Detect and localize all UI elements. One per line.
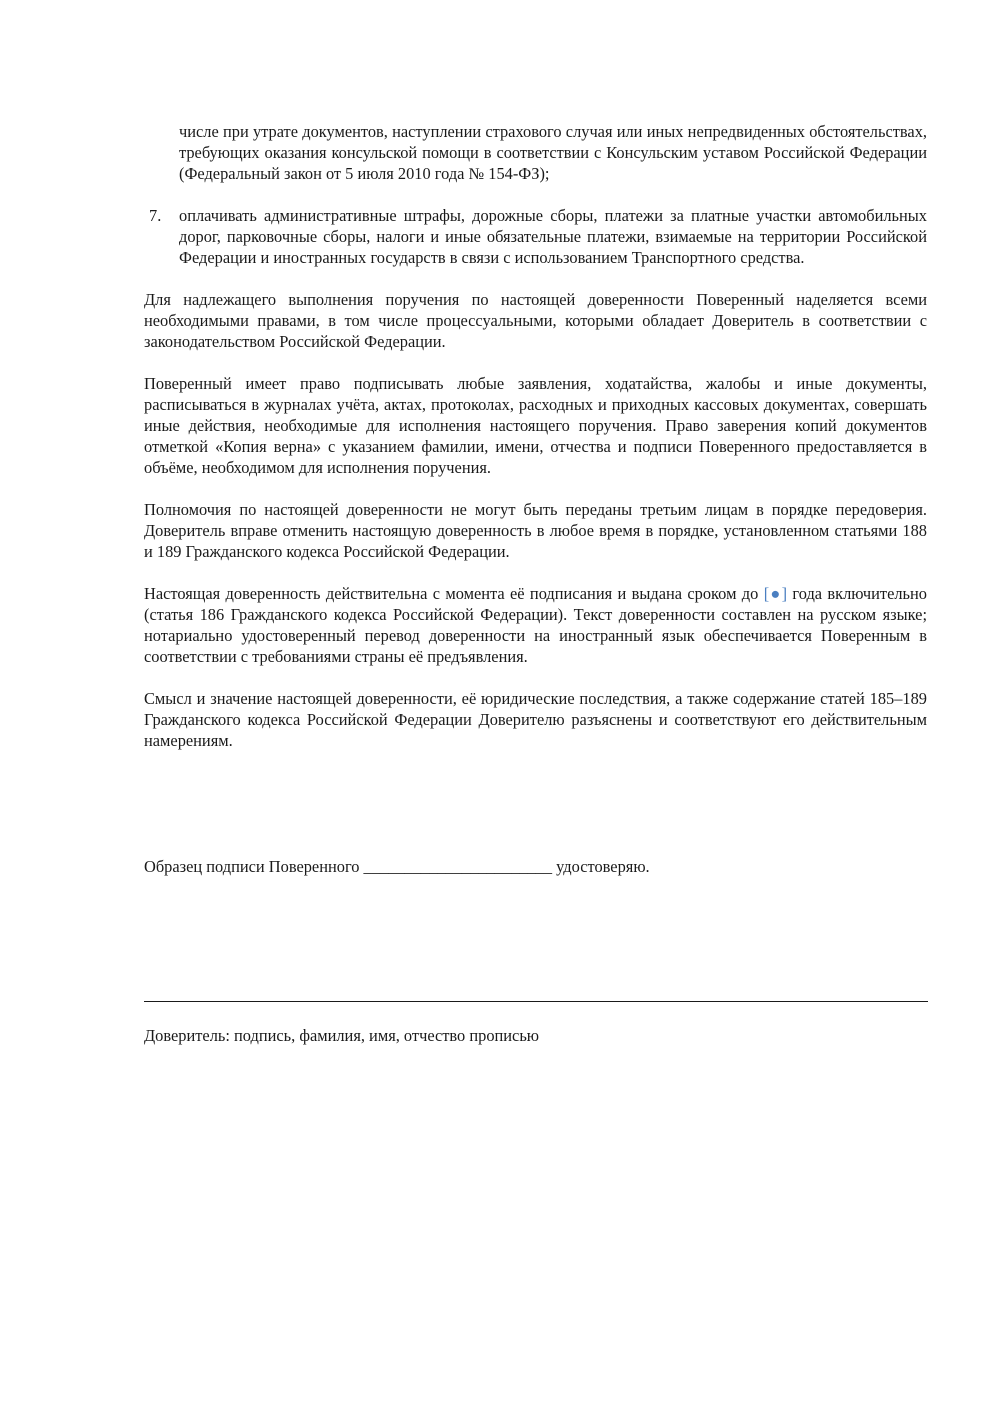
validity-text-start: Настоящая доверенность действительна с момента её подписания и выдана сроком до bbox=[144, 584, 764, 603]
attorney-signature-sample: Образец подписи Поверенного _______________________ удостоверяю. bbox=[144, 857, 650, 876]
paragraph-no-delegation: Полномочия по настоящей доверенности не могут быть переданы третьим лицам в порядке передоверия. Доверитель вправе отменить настоящую доверенность в любое время в порядке, установленном статьями 188 и 189 Гражданского кодекса Российской Федерации. bbox=[144, 500, 927, 561]
list-item-7 bbox=[144, 205, 927, 268]
paragraph-validity bbox=[144, 583, 927, 667]
document-body bbox=[144, 121, 927, 751]
paragraph-acknowledgement: Смысл и значение настоящей доверенности, её юридические последствия, а также содержание статей 185–189 Гражданского кодекса Российской Федерации Доверителю разъяснены и соответствуют его действительным намерениям. bbox=[144, 689, 927, 750]
paragraph-rights: Для надлежащего выполнения поручения по настоящей доверенности Поверенный наделяется всеми необходимыми правами, в том числе процессуальными, которыми обладает Доверитель в соответствии с законодательством Российской Федерации. bbox=[144, 290, 927, 351]
list-item-number: 7. bbox=[149, 206, 162, 225]
date-placeholder[interactable]: [●] bbox=[763, 584, 788, 603]
principal-signature-caption: Доверитель: подпись, фамилия, имя, отчество прописью bbox=[144, 1026, 540, 1045]
principal-signature-line bbox=[144, 1001, 928, 1002]
list-item-text: оплачивать административные штрафы, дорожные сборы, платежи за платные участки автомобильных дорог, парковочные сборы, налоги и иные обязательные платежи, взимаемые на территории Российской Федерации и иностранных государств в связи с использованием Транспортного средства. bbox=[179, 206, 927, 267]
list-item-6-continuation: числе при утрате документов, наступлении страхового случая или иных непредвиденных обстоятельствах, требующих оказания консульской помощи в соответствии с Консульским уставом Российской Федерации (Федеральный закон от 5 июля 2010 года № 154-ФЗ); bbox=[179, 122, 927, 183]
paragraph-signing-authority: Поверенный имеет право подписывать любые заявления, ходатайства, жалобы и иные документы, расписываться в журналах учёта, актах, протоколах, расходных и приходных кассовых документах, совершать иные действия, необходимые для исполнения настоящего поручения. Право заверения копий документов отметкой «Копия верна» с указанием фамилии, имени, отчества и подписи Поверенного предоставляется в объёме, необходимом для исполнения поручения. bbox=[144, 374, 927, 477]
validity-text-end: года включительно (статья 186 Гражданского кодекса Российской Федерации). Текст доверенности составлен на русском языке; нотариально удостоверенный перевод доверенности на иностранный язык обеспечивается Поверенным в соответствии с требованиями страны её предъявления. bbox=[144, 584, 927, 666]
